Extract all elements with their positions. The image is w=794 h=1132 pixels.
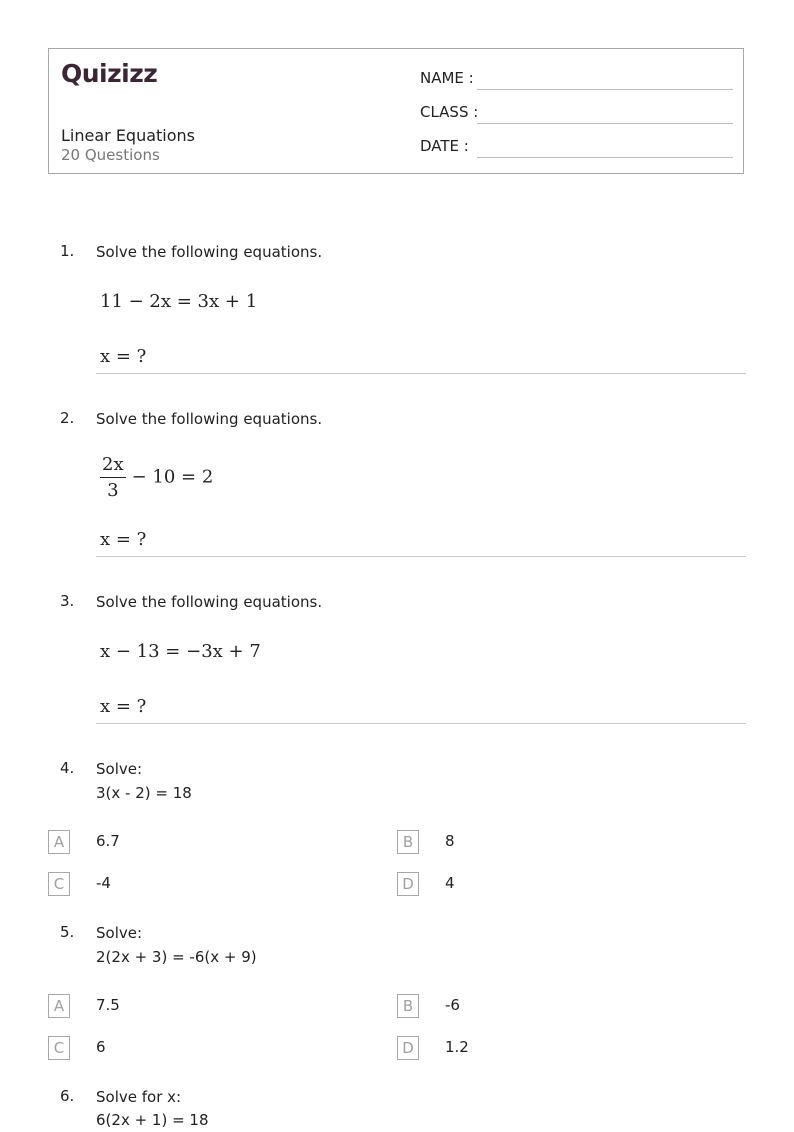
question-count: 20 Questions (61, 146, 160, 164)
question-5-option-b-letter[interactable]: B (397, 994, 419, 1018)
question-4-option-a-text: 6.7 (96, 832, 120, 850)
question-5-expression: 2(2x + 3) = -6(x + 9) (96, 948, 257, 966)
question-5-option-d-letter[interactable]: D (397, 1036, 419, 1060)
name-field[interactable] (477, 89, 733, 90)
question-5-option-c-letter[interactable]: C (48, 1036, 70, 1060)
question-5-option-a-letter[interactable]: A (48, 994, 70, 1018)
question-4-option-b-text: 8 (445, 832, 455, 850)
question-4-option-c-letter[interactable]: C (48, 872, 70, 896)
question-3-answer-prompt: x = ? (100, 696, 147, 717)
question-4-option-d-text: 4 (445, 874, 455, 892)
question-2-fraction (100, 454, 126, 501)
question-3-answer-line[interactable] (96, 723, 746, 724)
date-label: DATE : (420, 137, 469, 155)
question-2-prompt: Solve the following equations. (96, 410, 323, 428)
question-4-number: 4. (60, 759, 75, 777)
question-4-expression: 3(x - 2) = 18 (96, 784, 192, 802)
worksheet-header (48, 48, 744, 174)
question-1-number: 1. (60, 242, 75, 260)
question-2-equation-rest: − 10 = 2 (131, 466, 214, 488)
question-2-answer-line[interactable] (96, 556, 746, 557)
question-2-fraction-numerator: 2x (100, 454, 126, 478)
question-5-number: 5. (60, 923, 75, 941)
question-1-equation: 11 − 2x = 3x + 1 (100, 291, 258, 312)
question-6-prompt: Solve for x: (96, 1088, 182, 1106)
question-4-option-c-text: -4 (96, 874, 111, 892)
question-4-option-a-letter[interactable]: A (48, 830, 70, 854)
question-3-equation: x − 13 = −3x + 7 (100, 641, 261, 662)
class-label: CLASS : (420, 103, 479, 121)
date-field[interactable] (477, 157, 733, 158)
question-1-prompt: Solve the following equations. (96, 243, 323, 261)
question-2-number: 2. (60, 409, 75, 427)
question-6-expression: 6(2x + 1) = 18 (96, 1111, 209, 1129)
question-1-answer-line[interactable] (96, 373, 746, 374)
question-3-prompt: Solve the following equations. (96, 593, 323, 611)
question-3-number: 3. (60, 592, 75, 610)
class-field[interactable] (477, 123, 733, 124)
question-4-prompt: Solve: (96, 760, 143, 778)
question-5-option-a-text: 7.5 (96, 996, 120, 1014)
name-label: NAME : (420, 69, 474, 87)
worksheet-title: Linear Equations (61, 126, 196, 145)
quizizz-logo: Quizizz (61, 59, 158, 88)
question-1-answer-prompt: x = ? (100, 346, 147, 367)
question-5-option-c-text: 6 (96, 1038, 106, 1056)
question-2-fraction-denominator: 3 (107, 480, 119, 501)
question-6-number: 6. (60, 1087, 75, 1105)
question-4-option-b-letter[interactable]: B (397, 830, 419, 854)
question-5-option-b-text: -6 (445, 996, 460, 1014)
question-2-equation (100, 454, 213, 501)
question-5-prompt: Solve: (96, 924, 143, 942)
question-5-option-d-text: 1.2 (445, 1038, 469, 1056)
question-2-answer-prompt: x = ? (100, 529, 147, 550)
question-4-option-d-letter[interactable]: D (397, 872, 419, 896)
